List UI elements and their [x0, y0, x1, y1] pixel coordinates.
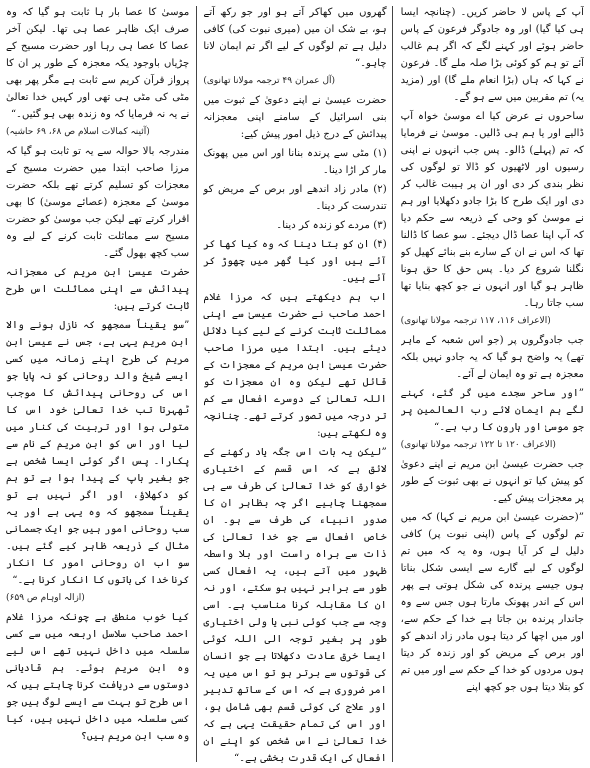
citation: (الاعراف ۱۲۰ تا ۱۲۲ ترجمہ مولانا تھانوی): [400, 440, 556, 450]
list-item: (۳) مردے کو زندہ کر دینا۔: [276, 220, 387, 231]
list-item: (۲) مادر زاد اندھے اور برص کے مریض کو تندرست کر دینا۔: [203, 184, 387, 212]
column-right: [401, 4, 584, 764]
paragraph: ساحروں نے عرض کیا اے موسیٰ خواہ آپ ڈالیے اور یا ہم ہی ڈالیں۔ موسیٰ نے فرمایا کہ تم (پہلے) ڈالو۔ پس جب انہوں نے اپنی رسیوں اور لاٹھیوں کو ڈالا تو لوگوں کی نظر بندی کر دی اور ان پر ہیبت غالب کر دی اور ایک طرح کا بڑا جادو دکھلایا اور ہم نے موسیٰ کو وحی کے ذریعہ سے حکم دیا کہ آپ اپنا عصا ڈال دیجئے۔ سو عصا کا ڈالنا تھا کہ اس نے ان کے سارے بنے بنائے کھیل کو نگلنا شروع کر دیا۔ پس حق کا حق ہونا ظاہر ہو گیا اور انہوں نے جو کچھ بنایا تھا سب جاتا رہا۔: [400, 111, 584, 309]
paragraph: کیا خوب منطق ہے چونکہ مرزا غلام احمد صاحب سلاسل اربعہ میں سے کسی سلسلہ میں داخل نہیں تھے اس لیے وہ ابن مریم ہوئے۔ ہم قادیانی دوستوں سے دریافت کرنا چاہتے ہیں کہ اس طرح تو بہت سے ایسے لوگ ہیں جو کسی سلسلہ میں داخل نہیں ہیں، کیا وہ سب ابن مریم ہیں؟: [6, 612, 190, 742]
paragraph: اب ہم دیکھتے ہیں کہ مرزا غلام احمد صاحب نے حضرت عیسیٰ سے اپنی مماثلت ثابت کرنے کے لیے کیا دلائل دیئے ہیں۔ ابتدا میں مرزا صاحب حضرت عیسیٰ ابن مریم کے معجزات کے قائل تھے لیکن وہ ان معجزات کو اللہ تعالیٰ کے دوسرے افعال سے کم تر درجہ میں تصور کرتے تھے۔ چنانچہ وہ لکھتے ہیں:: [203, 292, 387, 439]
paragraph: مندرجہ بالا حوالہ سے یہ تو ثابت ہو گیا کہ مرزا صاحب ابتدا میں حضرت مسیح کے معجزات کو تسلیم کرتے تھے بلکہ حضرت موسیٰ کے معجزہ (عصائے موسیٰ) کا بھی اقرار کرتے تھے لیکن جب موسیٰ کو حضرت مسیح سے مماثلت ثابت کرنے کے لیے وہ سب کچھ بھول گئے۔: [6, 146, 190, 259]
paragraph: حضرت عیسیٰ نے اپنے دعویٰ کے ثبوت میں بنی اسرائیل کے سامنے اپنی معجزانہ پیدائش کے درج ذیل امور پیش کیے:: [203, 95, 387, 140]
list-item: (۱) مٹی سے پرندہ بنانا اور اس میں پھونک مار کر اڑا دینا۔: [203, 148, 387, 176]
column-left: [6, 4, 189, 764]
column-middle: [203, 4, 386, 764]
quote: ”(حضرت عیسیٰ ابن مریم نے کہا) کہ میں تم لوگوں کے پاس (اپنی نبوت پر) کافی دلیل لے کر آیا ہوں، وہ یہ کہ میں تم لوگوں کے لیے گارے سے ایسی شکل بناتا ہوں جیسے پرندہ کی شکل ہوتی ہے پھر اس کے اندر پھونک مارتا ہوں جس سے وہ جاندار پرندہ بن جاتا ہے خدا کے حکم سے، اور میں اچھا کر دیتا ہوں مادر زاد اندھے کو اور برص کے مریض کو اور زندہ کر دیتا ہوں مردوں کو خدا کے حکم سے اور میں تم کو بتلا دیتا ہوں جو کچھ اپنے: [400, 512, 584, 693]
quote: ”لیکن یہ بات اس جگہ یاد رکھنے کے لائق ہے کہ اس قسم کے اختیاری خوارق کو خدا تعالیٰ کی طرف سے ہی سمجھنا چاہیے اگر چہ بظاہر ان کا صدور انبیاء کی طرف سے ہو۔ ان خاص افعال سے جو خدا تعالیٰ کی ذات سے براہ راست اور بلا واسطہ ظہور میں آتے ہیں، یہ افعال کسی طور سے برابر نہیں ہو سکتے، اور نہ ان کا مقابلہ کرنا مناسب ہے۔ اسی وجہ سے جب کوئی نبی یا ولی اختیاری طور پر بغیر توجہ الی اللہ کوئی ایسا خرق عادت دکھلاتا ہے جو انسان کی قوتوں سے برتر ہو تو اس میں یہ امر ضروری ہے کہ اس کے ساتھ تدبیر اور علاج کی کوئی قسم بھی شامل ہو، اور اس کی تمام حقیقت یہی ہے کہ خدا تعالیٰ نے اس شخص کو اپنے ان افعال کی ایک قدرت بخشی ہے۔“: [203, 447, 387, 764]
column-divider: [392, 6, 393, 762]
paragraph: جب جادوگروں پر (جو اس شعبہ کے ماہر تھے) یہ واضح ہو گیا کہ یہ جادو نہیں بلکہ معجزہ ہے تو وہ ایمان لے آئے۔: [400, 335, 584, 380]
paragraph: آپ کے پاس لا حاضر کریں۔ (چنانچہ ایسا ہی کیا گیا) اور وہ جادوگر فرعون کے پاس حاضر ہوئے اور کہنے لگے کہ اگر ہم غالب آئے تو ہم کو کوئی بڑا صلہ ملے گا۔ فرعون نے کہا کہ ہاں (بڑا انعام ملے گا) اور (مزید یہ) تم مقربین میں سے ہو گے۔: [400, 7, 584, 103]
quote: موسیٰ کا عصا بار ہا ثابت ہو گیا کہ وہ صرف ایک ظاہر عصا ہی تھا۔ لیکن آخر عصا کا عصا ہی رہا اور حضرت مسیح کے چڑیاں باوجود یکہ معجزہ کے طور پر ان کا پرواز قرآن کریم سے ثابت ہے مگر پھر بھی مٹی کی مٹی ہی تھی اور کہیں خدا تعالیٰ نے یہ نہ فرمایا کہ وہ زندہ بھی ہو گئیں۔“: [6, 7, 190, 120]
citation: (ازالہ اوہام ص ۶۵۹): [6, 593, 85, 603]
quote: گھروں میں کھاکر آتے ہو اور جو رکھ آتے ہو، بے شک ان میں (میری نبوت کی) کافی دلیل ہے تم لوگوں کے لیے اگر تم ایمان لانا چاہو۔“: [203, 7, 387, 69]
column-divider: [196, 6, 197, 762]
paragraph: حضرت عیسیٰ ابن مریم کی معجزانہ پیدائش سے اپنی مماثلت اس طرح ثابت کرتے ہیں:: [6, 267, 190, 312]
citation: (آئینہ کمالات اسلام ص ۶۸، ۶۹ حاشیہ): [6, 127, 150, 137]
paragraph: جب حضرت عیسیٰ ابن مریم نے اپنے دعویٰ کو پیش کیا تو انہوں نے بھی ثبوت کے طور پر معجزات پیش کیے۔: [400, 459, 584, 504]
list-item: (۴) ان کو بتا دینا کہ وہ کیا کھا کر آئے ہیں اور کیا گھر میں چھوڑ کر آئے ہیں۔: [203, 239, 387, 284]
citation: (الاعراف ۱۱۶، ۱۱۷ ترجمہ مولانا تھانوی): [400, 316, 551, 326]
citation: (آل عمران ۴۹ ترجمہ مولانا تھانوی): [203, 76, 335, 86]
quote: ”اور ساحر سجدے میں گر گئے، کہنے لگے ہم ایمان لائے رب العالمین پر جو موسیٰ اور ہارون کا رب ہے۔“: [400, 388, 584, 433]
quote: ”سو یقیناً سمجھو کہ نازل ہونے والا ابن مریم یہی ہے، جس نے عیسیٰ ابن مریم کی طرح اپنے زمانہ میں کسی ایسے شیخ والد روحانی کو نہ پایا جو اس کی روحانی پیدائش کا موجب ٹھہرتا تب خدا تعالیٰ خود اس کا متولی ہوا اور تربیت کی کنار میں لیا اور اس کو ابن مریم کے نام سے پکارا۔ پس اگر کوئی ایسا شخص ہے جو بغیر باپ کے پیدا ہوا ہے تو ہم کو دکھلاؤ، اور اگر نہیں ہے تو یقیناً سمجھو کہ وہ یہی ہے اور یہ سب روحانی امور ہیں جو ایک جسمانی مثال کے ذریعہ ظاہر کیے گئے ہیں۔ سو اب ان روحانی امور کا انکار کرنا خدا کی باتوں کا انکار کرنا ہے۔“: [6, 320, 190, 586]
